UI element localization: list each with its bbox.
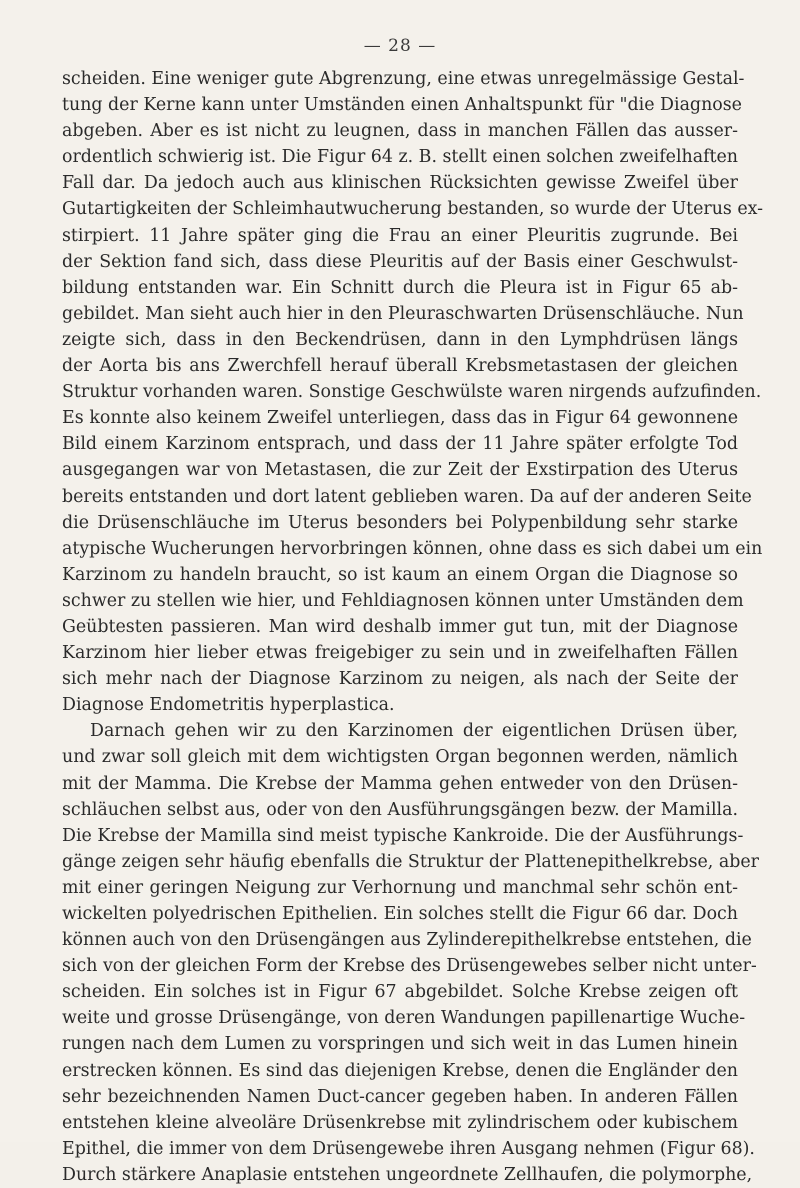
text-line: schläuchen selbst aus, oder von den Ausführungsgängen bezw. der Mamilla. [62, 799, 738, 820]
text-line: und zwar soll gleich mit dem wichtigsten Organ begonnen werden, nämlich [62, 747, 738, 768]
text-line: sich mehr nach der Diagnose Karzinom zu neigen, als nach der Seite der [62, 669, 738, 690]
text-line: tung der Kerne kann unter Umständen einen Anhaltspunkt für "die Diagnose [62, 95, 742, 116]
text-line: bildung entstanden war. Ein Schnitt durch die Pleura ist in Figur 65 ab- [62, 277, 738, 298]
text-line: schwer zu stellen wie hier, und Fehldiagnosen können unter Umständen dem [62, 590, 744, 611]
text-line: scheiden. Eine weniger gute Abgrenzung, eine etwas unregelmässige Gestal- [62, 69, 745, 89]
text-line: Durch stärkere Anaplasie entstehen ungeordnete Zellhaufen, die polymorphe, [62, 1164, 753, 1185]
text-line: Diagnose Endometritis hyperplastica. [62, 695, 395, 716]
text-line: Es konnte also keinem Zweifel unterliegen, dass das in Figur 64 gewonnene [62, 408, 738, 429]
text-line: bereits entstanden und dort latent geblieben waren. Da auf der anderen Seite [62, 486, 752, 507]
text-line: weite und grosse Drüsengänge, von deren Wandungen papillenartige Wuche- [62, 1008, 746, 1029]
paragraph [62, 66, 764, 718]
paragraph [62, 718, 759, 1188]
text-line: Geübtesten passieren. Man wird deshalb immer gut tun, mit der Diagnose [62, 616, 738, 637]
text-line: gänge zeigen sehr häufig ebenfalls die Struktur der Plattenepithelkrebse, aber [62, 851, 759, 872]
body-text [62, 66, 764, 1188]
text-line: der Aorta bis ans Zwerchfell herauf überall Krebsmetastasen der gleichen [62, 356, 738, 377]
text-line: atypische Wucherungen hervorbringen können, ohne dass es sich dabei um ein [62, 538, 763, 559]
text-line: Struktur vorhanden waren. Sonstige Geschwülste waren nirgends aufzufinden. [62, 382, 762, 403]
text-line: die Drüsenschläuche im Uterus besonders bei Polypenbildung sehr starke [62, 512, 738, 533]
text-line: scheiden. Ein solches ist in Figur 67 abgebildet. Solche Krebse zeigen oft [62, 982, 738, 1003]
text-line: Die Krebse der Mamilla sind meist typische Kankroide. Die der Ausführungs- [62, 825, 744, 846]
text-line: gebildet. Man sieht auch hier in den Pleuraschwarten Drüsenschläuche. Nun [62, 303, 744, 324]
text-line: mit einer geringen Neigung zur Verhornung und manchmal sehr schön ent- [62, 877, 738, 898]
text-line: abgeben. Aber es ist nicht zu leugnen, dass in manchen Fällen das ausser- [62, 121, 738, 142]
text-line: wickelten polyedrischen Epithelien. Ein solches stellt die Figur 66 dar. Doch [62, 904, 738, 924]
text-line: ausgegangen war von Metastasen, die zur Zeit der Exstirpation des Uterus [62, 460, 738, 481]
page-number: — 28 — [363, 36, 437, 56]
text-line: mit der Mamma. Die Krebse der Mamma gehen entweder von den Drüsen- [62, 773, 738, 794]
text-line: rungen nach dem Lumen zu vorspringen und sich weit in das Lumen hinein [62, 1034, 738, 1055]
text-line: Darnach gehen wir zu den Karzinomen der eigentlichen Drüsen über, [90, 721, 738, 742]
text-line: stirpiert. 11 Jahre später ging die Frau an einer Pleuritis zugrunde. Bei [62, 225, 738, 246]
text-line: erstrecken können. Es sind das diejenigen Krebse, denen die Engländer den [62, 1060, 738, 1081]
text-line: Fall dar. Da jedoch auch aus klinischen Rücksichten gewisse Zweifel über [62, 173, 738, 194]
text-line: Bild einem Karzinom entsprach, und dass der 11 Jahre später erfolgte Tod [62, 434, 738, 455]
text-line: Karzinom hier lieber etwas freigebiger zu sein und in zweifelhaften Fällen [62, 643, 738, 664]
text-line: Gutartigkeiten der Schleimhautwucherung bestanden, so wurde der Uterus ex- [62, 199, 764, 220]
text-line: Karzinom zu handeln braucht, so ist kaum an einem Organ die Diagnose so [62, 564, 738, 585]
text-line: Epithel, die immer von dem Drüsengewebe ihren Ausgang nehmen (Figur 68). [62, 1138, 755, 1159]
text-line: sehr bezeichnenden Namen Duct-cancer gegeben haben. In anderen Fällen [62, 1086, 738, 1107]
text-line: können auch von den Drüsengängen aus Zylinderepithelkrebse entstehen, die [62, 930, 752, 951]
text-line: sich von der gleichen Form der Krebse des Drüsengewebes selber nicht unter- [62, 956, 757, 977]
text-line: ordentlich schwierig ist. Die Figur 64 z. B. stellt einen solchen zweifelhaften [62, 147, 739, 168]
text-line: entstehen kleine alveoläre Drüsenkrebse mit zylindrischem oder kubischem [62, 1112, 738, 1133]
text-line: zeigte sich, dass in den Beckendrüsen, dann in den Lymphdrüsen längs [62, 329, 738, 350]
text-line: der Sektion fand sich, dass diese Pleuritis auf der Basis einer Geschwulst- [62, 251, 738, 272]
